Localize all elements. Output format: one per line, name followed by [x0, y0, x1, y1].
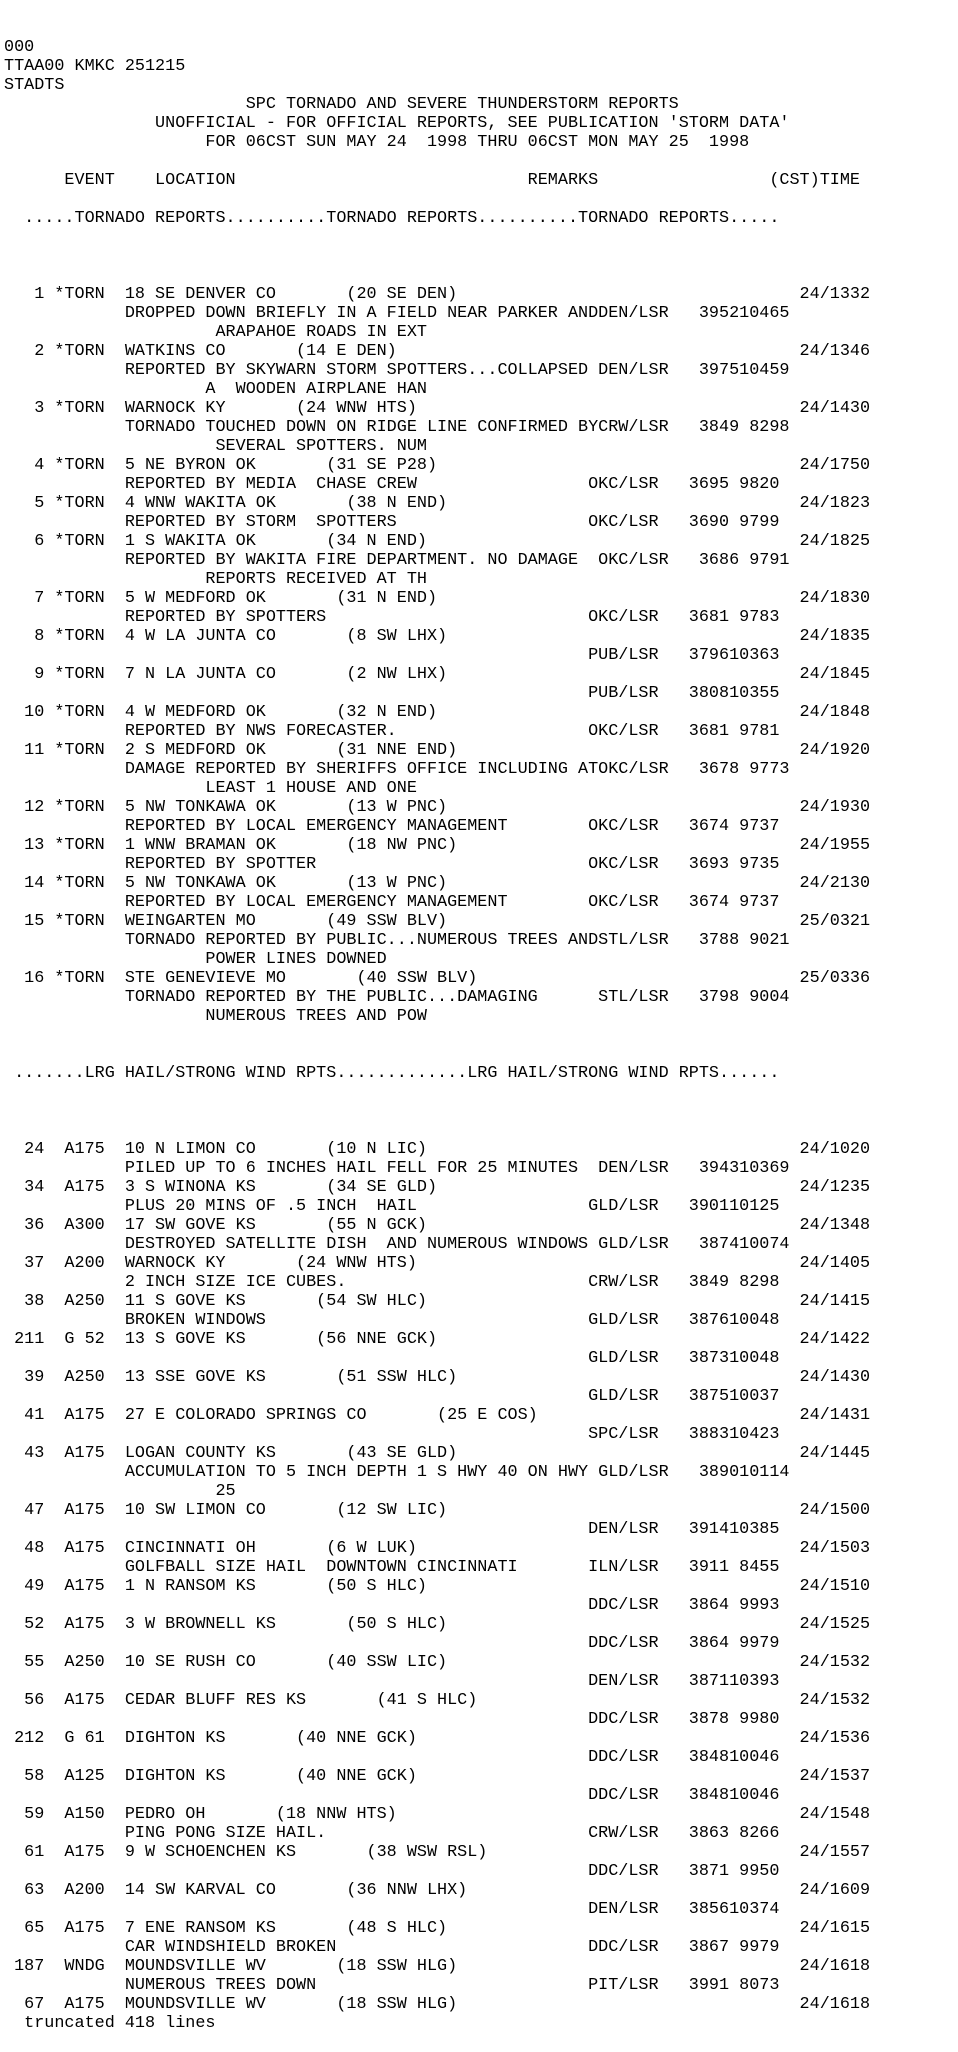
- report-line: 212 G 61 DIGHTON KS (40 NNE GCK) 24/1536: [4, 1729, 871, 1748]
- header-line: [4, 152, 958, 171]
- report-line: [4, 1026, 958, 1045]
- report-line: DDC/LSR 3864 9979: [4, 1634, 780, 1653]
- report-line: 34 A175 3 S WINONA KS (34 SE GLD) 24/1235: [4, 1178, 871, 1197]
- report-line: 10 *TORN 4 W MEDFORD OK (32 N END) 24/1848: [4, 703, 871, 722]
- report-line: REPORTED BY SPOTTER OKC/LSR 3693 9735: [4, 855, 780, 874]
- report-line: PUB/LSR 380810355: [4, 684, 780, 703]
- report-line: [4, 1083, 958, 1102]
- report-line: 41 A175 27 E COLORADO SPRINGS CO (25 E COS) 24/1431: [4, 1406, 871, 1425]
- report-line: DDC/LSR 384810046: [4, 1786, 780, 1805]
- report-line: GOLFBALL SIZE HAIL DOWNTOWN CINCINNATI ILN/LSR 3911 8455: [4, 1558, 780, 1577]
- report-line: DEN/LSR 391410385: [4, 1520, 780, 1539]
- report-line: 16 *TORN STE GENEVIEVE MO (40 SSW BLV) 25/0336: [4, 969, 871, 988]
- header-line: EVENT LOCATION REMARKS (CST)TIME: [4, 171, 860, 190]
- header-line: UNOFFICIAL - FOR OFFICIAL REPORTS, SEE PUBLICATION 'STORM DATA': [4, 114, 790, 133]
- report-line: PUB/LSR 379610363: [4, 646, 780, 665]
- report-line: REPORTED BY LOCAL EMERGENCY MANAGEMENT OKC/LSR 3674 9737: [4, 817, 780, 836]
- report-line: A WOODEN AIRPLANE HAN: [4, 380, 427, 399]
- report-line: 13 *TORN 1 WNW BRAMAN OK (18 NW PNC) 24/1955: [4, 836, 871, 855]
- report-line: 37 A200 WARNOCK KY (24 WNW HTS) 24/1405: [4, 1254, 871, 1273]
- report-line: 52 A175 3 W BROWNELL KS (50 S HLC) 24/1525: [4, 1615, 871, 1634]
- report-line: DAMAGE REPORTED BY SHERIFFS OFFICE INCLUDING ATOKC/LSR 3678 9773: [4, 760, 790, 779]
- report-line: 11 *TORN 2 S MEDFORD OK (31 NNE END) 24/1920: [4, 741, 871, 760]
- report-line: 49 A175 1 N RANSOM KS (50 S HLC) 24/1510: [4, 1577, 871, 1596]
- report-line: 4 *TORN 5 NE BYRON OK (31 SE P28) 24/1750: [4, 456, 871, 475]
- report-line: REPORTED BY SPOTTERS OKC/LSR 3681 9783: [4, 608, 780, 627]
- report-line: 63 A200 14 SW KARVAL CO (36 NNW LHX) 24/1609: [4, 1881, 871, 1900]
- report-line: REPORTED BY MEDIA CHASE CREW OKC/LSR 3695 9820: [4, 475, 780, 494]
- report-line: 47 A175 10 SW LIMON CO (12 SW LIC) 24/1500: [4, 1501, 871, 1520]
- report-line: 55 A250 10 SE RUSH CO (40 SSW LIC) 24/1532: [4, 1653, 871, 1672]
- report-line: DDC/LSR 384810046: [4, 1748, 780, 1767]
- report-line: [4, 1045, 958, 1064]
- report-line: 67 A175 MOUNDSVILLE WV (18 SSW HLG) 24/1618: [4, 1995, 871, 2014]
- header-line: SPC TORNADO AND SEVERE THUNDERSTORM REPORTS: [4, 95, 679, 114]
- report-line: 61 A175 9 W SCHOENCHEN KS (38 WSW RSL) 24/1557: [4, 1843, 871, 1862]
- report-line: 39 A250 13 SSE GOVE KS (51 SSW HLC) 24/1430: [4, 1368, 871, 1387]
- report-line: 3 *TORN WARNOCK KY (24 WNW HTS) 24/1430: [4, 399, 871, 418]
- report-line: 211 G 52 13 S GOVE KS (56 NNE GCK) 24/1422: [4, 1330, 871, 1349]
- report-line: GLD/LSR 387310048: [4, 1349, 780, 1368]
- report-line: TORNADO TOUCHED DOWN ON RIDGE LINE CONFIRMED BYCRW/LSR 3849 8298: [4, 418, 790, 437]
- report-line: CAR WINDSHIELD BROKEN DDC/LSR 3867 9979: [4, 1938, 780, 1957]
- report-line: 2 *TORN WATKINS CO (14 E DEN) 24/1346: [4, 342, 871, 361]
- report-line: REPORTED BY SKYWARN STORM SPOTTERS...COLLAPSED DEN/LSR 397510459: [4, 361, 790, 380]
- report-line: 12 *TORN 5 NW TONKAWA OK (13 W PNC) 24/1930: [4, 798, 871, 817]
- report-line: 5 *TORN 4 WNW WAKITA OK (38 N END) 24/1823: [4, 494, 871, 513]
- header-line: STADTS: [4, 76, 65, 95]
- report-line: 8 *TORN 4 W LA JUNTA CO (8 SW LHX) 24/1835: [4, 627, 871, 646]
- report-line: REPORTED BY NWS FORECASTER. OKC/LSR 3681 9781: [4, 722, 780, 741]
- report-line: 25: [4, 1482, 236, 1501]
- report-line: DESTROYED SATELLITE DISH AND NUMEROUS WINDOWS GLD/LSR 387410074: [4, 1235, 790, 1254]
- report-line: 56 A175 CEDAR BLUFF RES KS (41 S HLC) 24/1532: [4, 1691, 871, 1710]
- report-line: 24 A175 10 N LIMON CO (10 N LIC) 24/1020: [4, 1140, 871, 1159]
- report-line: ARAPAHOE ROADS IN EXT: [4, 323, 427, 342]
- report-line: DROPPED DOWN BRIEFLY IN A FIELD NEAR PARKER ANDDEN/LSR 395210465: [4, 304, 790, 323]
- report-line: DDC/LSR 3864 9993: [4, 1596, 780, 1615]
- report-line: 59 A150 PEDRO OH (18 NNW HTS) 24/1548: [4, 1805, 871, 1824]
- report-line: TORNADO REPORTED BY THE PUBLIC...DAMAGING STL/LSR 3798 9004: [4, 988, 790, 1007]
- header-line: [4, 228, 958, 247]
- report-line: ACCUMULATION TO 5 INCH DEPTH 1 S HWY 40 ON HWY GLD/LSR 389010114: [4, 1463, 790, 1482]
- report-line: NUMEROUS TREES AND POW: [4, 1007, 427, 1026]
- header-line: 000: [4, 38, 35, 57]
- report-header: [4, 38, 958, 247]
- report-line: TORNADO REPORTED BY PUBLIC...NUMEROUS TREES ANDSTL/LSR 3788 9021: [4, 931, 790, 950]
- report-line: DDC/LSR 3871 9950: [4, 1862, 780, 1881]
- header-line: TTAA00 KMKC 251215: [4, 57, 186, 76]
- report-line: 38 A250 11 S GOVE KS (54 SW HLC) 24/1415: [4, 1292, 871, 1311]
- report-line: SEVERAL SPOTTERS. NUM: [4, 437, 427, 456]
- report-line: 6 *TORN 1 S WAKITA OK (34 N END) 24/1825: [4, 532, 871, 551]
- tornado-reports-section: [4, 285, 958, 1102]
- report-line: 65 A175 7 ENE RANSOM KS (48 S HLC) 24/1615: [4, 1919, 871, 1938]
- report-line: 9 *TORN 7 N LA JUNTA CO (2 NW LHX) 24/1845: [4, 665, 871, 684]
- report-line: 43 A175 LOGAN COUNTY KS (43 SE GLD) 24/1445: [4, 1444, 871, 1463]
- header-line: FOR 06CST SUN MAY 24 1998 THRU 06CST MON MAY 25 1998: [4, 133, 750, 152]
- report-line: REPORTED BY STORM SPOTTERS OKC/LSR 3690 9799: [4, 513, 780, 532]
- report-line: 48 A175 CINCINNATI OH (6 W LUK) 24/1503: [4, 1539, 871, 1558]
- report-line: SPC/LSR 388310423: [4, 1425, 780, 1444]
- report-line: POWER LINES DOWNED: [4, 950, 387, 969]
- report-line: 187 WNDG MOUNDSVILLE WV (18 SSW HLG) 24/1618: [4, 1957, 871, 1976]
- report-line: PING PONG SIZE HAIL. CRW/LSR 3863 8266: [4, 1824, 780, 1843]
- report-line: 2 INCH SIZE ICE CUBES. CRW/LSR 3849 8298: [4, 1273, 780, 1292]
- report-line: REPORTED BY LOCAL EMERGENCY MANAGEMENT OKC/LSR 3674 9737: [4, 893, 780, 912]
- report-line: REPORTS RECEIVED AT TH: [4, 570, 427, 589]
- header-line: [4, 190, 958, 209]
- report-line: 1 *TORN 18 SE DENVER CO (20 SE DEN) 24/1332: [4, 285, 871, 304]
- hail-wind-reports-section: [4, 1140, 958, 2033]
- header-line: .....TORNADO REPORTS..........TORNADO REPORTS..........TORNADO REPORTS.....: [4, 209, 780, 228]
- report-line: 14 *TORN 5 NW TONKAWA OK (13 W PNC) 24/2130: [4, 874, 871, 893]
- report-line: PLUS 20 MINS OF .5 INCH HAIL GLD/LSR 390110125: [4, 1197, 780, 1216]
- report-line: GLD/LSR 387510037: [4, 1387, 780, 1406]
- report-line: LEAST 1 HOUSE AND ONE: [4, 779, 417, 798]
- report-line: 7 *TORN 5 W MEDFORD OK (31 N END) 24/1830: [4, 589, 871, 608]
- report-line: DEN/LSR 385610374: [4, 1900, 780, 1919]
- report-line: truncated 418 lines: [4, 2014, 216, 2033]
- report-line: REPORTED BY WAKITA FIRE DEPARTMENT. NO DAMAGE OKC/LSR 3686 9791: [4, 551, 790, 570]
- report-line: 15 *TORN WEINGARTEN MO (49 SSW BLV) 25/0321: [4, 912, 871, 931]
- report-line: BROKEN WINDOWS GLD/LSR 387610048: [4, 1311, 780, 1330]
- report-line: DEN/LSR 387110393: [4, 1672, 780, 1691]
- report-line: DDC/LSR 3878 9980: [4, 1710, 780, 1729]
- report-line: NUMEROUS TREES DOWN PIT/LSR 3991 8073: [4, 1976, 780, 1995]
- report-line: PILED UP TO 6 INCHES HAIL FELL FOR 25 MINUTES DEN/LSR 394310369: [4, 1159, 790, 1178]
- report-line: .......LRG HAIL/STRONG WIND RPTS.............LRG HAIL/STRONG WIND RPTS......: [4, 1064, 780, 1083]
- report-line: 36 A300 17 SW GOVE KS (55 N GCK) 24/1348: [4, 1216, 871, 1235]
- report-line: 58 A125 DIGHTON KS (40 NNE GCK) 24/1537: [4, 1767, 871, 1786]
